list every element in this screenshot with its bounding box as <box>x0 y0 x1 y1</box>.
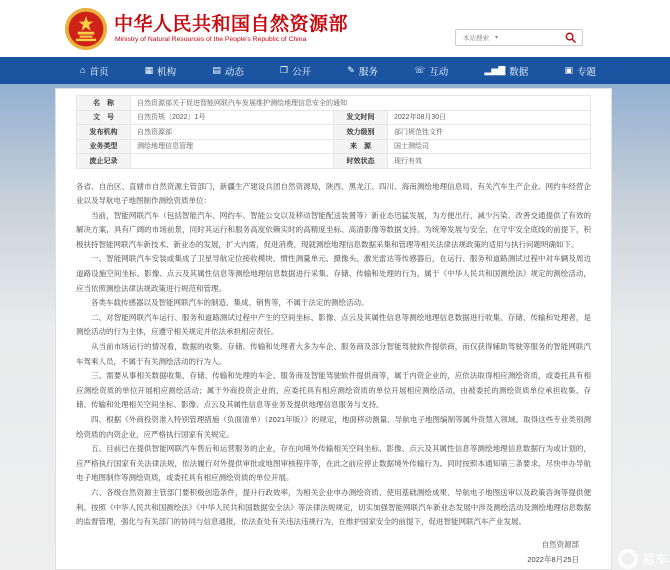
book-icon: ▣ <box>564 65 573 75</box>
chevron-down-icon[interactable]: ▾ <box>495 35 499 41</box>
meta-level-label: 效力级别 <box>334 125 388 140</box>
meta-docno-value: 自然资规〔2022〕1号 <box>131 110 334 125</box>
nav-item-interaction[interactable] <box>414 64 448 78</box>
nav-label-data: 数据 <box>509 66 529 78</box>
meta-docno-label: 文 号 <box>77 110 131 125</box>
document-body <box>76 180 591 530</box>
site-title-cn: 中华人民共和国自然资源部 <box>114 14 349 35</box>
nav-item-topics[interactable] <box>564 64 596 78</box>
national-emblem-logo <box>64 7 108 51</box>
nav-label-home: 首页 <box>89 66 109 78</box>
search-scope-select[interactable]: 本站搜索 <box>463 35 489 42</box>
table-row <box>77 96 591 111</box>
nav-label-organization: 机构 <box>157 66 177 78</box>
building-icon: ▦ <box>144 65 154 75</box>
meta-name-value: 自然资源部关于促进智能网联汽车发展维护测绘地理信息安全的通知 <box>131 96 591 111</box>
doc-paragraph-item3: 三、需要从事相关数据收集、存储、传输和处理的车企、服务商及智能驾驶软件提供商等，属于内资企业的，应依法取得相应测绘资质，或委托具有相应测绘资质的单位开展相应测绘活动；属于外商投资企业的，应委托具有相应测绘资质的单位开展相应测绘活动，由被委托的测绘资质单位承担收集、存储、传输和处理相关空间坐标、影像、点云及其属性信息等业务及提供地理信息服务与支持。 <box>76 371 591 410</box>
doc-paragraph-item2-note: 从当前市场运行的情况看，数据的收集、存储、传输和处理者大多为车企、服务商及部分智能驾驶软件提供商，而仅获得辅助驾驶等服务的智能网联汽车驾乘人员，不属于有关测绘活动的行为人。 <box>76 342 591 366</box>
nav-label-interaction: 互动 <box>429 66 449 78</box>
nav-item-data[interactable] <box>484 64 528 78</box>
meta-status-label: 时效状态 <box>334 154 388 169</box>
meta-level-value: 部门规范性文件 <box>388 125 591 140</box>
document-meta-table <box>76 95 591 169</box>
meta-agency-value: 自然资源部 <box>131 125 334 140</box>
meta-name-label: 名 称 <box>77 96 131 111</box>
site-title-en: Ministry of Natural Resources of the People's Republic of China <box>115 36 307 43</box>
bar-chart-icon: ▂▅▇ <box>484 65 506 75</box>
page-background <box>0 84 670 570</box>
nav-item-news[interactable] <box>212 64 244 78</box>
search-icon[interactable] <box>565 32 576 43</box>
doc-paragraph-item2: 二、对智能网联汽车运行、服务和道路测试过程中产生的空间坐标、影像、点云及其属性信息等测绘地理信息数据进行收集、存储、传输和处理者，是测绘活动的行为主体，应遵守相关规定并依法承担相应责任。 <box>76 312 591 337</box>
yiche-watermark <box>618 549 668 569</box>
nav-item-home[interactable] <box>80 64 108 78</box>
meta-issuedate-label: 发文时间 <box>334 110 388 125</box>
doc-paragraph-intro: 当前，智能网联汽车（包括智能汽车、网约车、智能公交以及移动智能配送装置等）新业态迅猛发展，为方便出行、减少污染、改善交通提供了有效的解决方案，具有广阔的市场前景，同时其运行和服务高度依赖实时的高精度坐标、高清影像等数据支持。为统筹发展与安全，在守牢安全底线的前提下，积极扶持智能网联汽车新技术、新业态的发展，扩大内需，促进消费，现就测绘地理信息数据采集和管理等相关法律法规政策的适用与执行问题明确如下。 <box>76 210 591 249</box>
nav-label-topics: 专题 <box>576 66 596 78</box>
nav-item-public[interactable] <box>280 64 311 78</box>
search-box[interactable] <box>455 29 583 46</box>
meta-issuedate-value: 2022年08月30日 <box>388 110 591 125</box>
doc-paragraph-item6: 六、各级自然资源主管部门要积极创造条件，提升行政效率，为相关企业申办测绘资质、使用基础测绘成果、导航电子地图送审以及政策咨询等提供便利。按照《中华人民共和国测绘法》《中华人民共和国数据安全法》等法律法规规定，切实加强智能网联汽车新业态发展中涉及测绘活动及测绘地理信息数据的监督管理，强化与有关部门的协同与信息通报，依法查处有关违法违规行为，在维护国家安全的前提下，促进智能网联汽车产业发展。 <box>76 487 591 527</box>
site-header <box>0 0 670 57</box>
table-row <box>77 110 591 125</box>
signature-date: 2022年8月25日 <box>527 554 579 564</box>
table-row <box>77 154 591 169</box>
doc-paragraph-item1: 一、智能网联汽车安装或集成了卫星导航定位接收模块、惯性测量单元、摄像头、激光雷达等传感器后，在运行、服务和道路测试过程中对车辆及周边道路设施空间坐标、影像、点云及其属性信息等测绘地理信息数据进行采集、存储、传输和处理的行为，属于《中华人民共和国测绘法》规定的测绘活动，应当依照测绘法律法规政策进行规范和管理。 <box>76 254 591 293</box>
meta-repeal-value <box>131 154 334 169</box>
phone-icon: ☏ <box>414 65 426 75</box>
table-row <box>77 139 591 154</box>
nav-label-services: 服务 <box>358 66 378 78</box>
meta-source-value: 国土测绘司 <box>388 139 591 154</box>
table-row <box>77 125 591 140</box>
meta-source-label: 来 源 <box>334 139 388 154</box>
doc-paragraph-salutation: 各省、自治区、直辖市自然资源主管部门，新疆生产建设兵团自然资源局，陕西、黑龙江、四川、海南测绘地理信息局，有关汽车生产企业、网约车经营企业以及导航电子地图制作测绘资质单位： <box>76 181 591 206</box>
doc-paragraph-item4: 四、根据《外商投资准入特别管理措施（负面清单）（2021年版）》的规定，地面移动测量、导航电子地图编制等属外资禁入领域。取得这些专业类别测绘资质的内资企业，应严格执行国家有关规定。 <box>76 415 591 439</box>
doc-paragraph-item1-note: 各类车载传感器以及智能网联汽车的制造、集成、销售等，不属于法定的测绘活动。 <box>91 298 369 308</box>
nav-label-news: 动态 <box>224 66 244 78</box>
nav-item-services[interactable] <box>347 64 378 78</box>
pencil-icon: ✎ <box>347 65 355 75</box>
meta-biztype-value: 测绘地理信息管理 <box>131 139 334 154</box>
meta-status-value: 现行有效 <box>388 154 591 169</box>
signature-org: 自然资源部 <box>541 539 579 549</box>
document-card <box>55 88 612 570</box>
meta-biztype-label: 业务类型 <box>77 139 131 154</box>
watermark-ring-icon <box>618 549 638 569</box>
home-icon: ⌂ <box>80 65 86 75</box>
main-nav <box>0 57 670 84</box>
document-signature <box>76 537 591 567</box>
meta-repeal-label: 废止记录 <box>77 154 131 169</box>
doc-paragraph-item5: 五、目前已在提供智能网联汽车售后和运营服务的企业，存在向境外传输相关空间坐标、影像、点云及其属性信息等测绘地理信息数据行为或计划的，应严格执行国家有关法律法规，依法履行对外提供审批或地图审核程序等，在此之前应停止数据境外传输行为。同时按照本通知第三条要求，尽快申办导航电子地图制作等测绘资质，或委托具有相应测绘资质的单位开展。 <box>76 444 591 483</box>
watermark-text: 易车 <box>641 551 668 567</box>
window-icon: ❐ <box>280 65 289 75</box>
newspaper-icon: ▤ <box>212 65 221 75</box>
meta-agency-label: 发布机构 <box>77 125 131 140</box>
nav-label-public: 公开 <box>292 66 312 78</box>
nav-item-organization[interactable] <box>145 64 177 78</box>
